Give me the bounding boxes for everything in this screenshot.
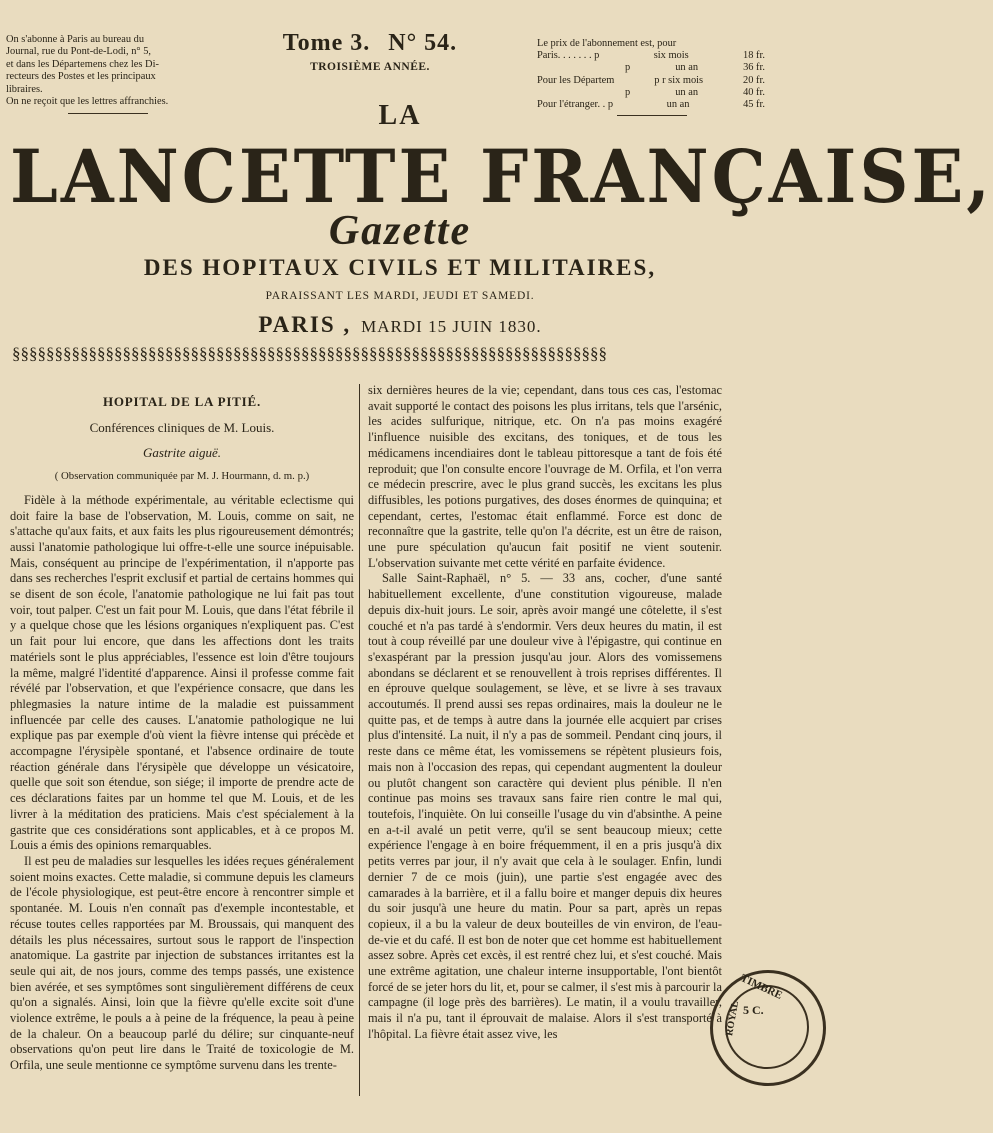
dateline <box>150 312 650 338</box>
year-label: TROISIÈME ANNÉE. <box>310 61 430 73</box>
issue-info <box>255 30 485 73</box>
subscription-line: Journal, rue du Pont-de-Lodi, n° 5, <box>6 46 151 58</box>
divider <box>68 113 148 114</box>
price-intro: Le prix de l'abonnement est, pour <box>537 38 677 49</box>
subscription-line: On ne reçoit que les lettres affranchies. <box>6 96 169 108</box>
article-title: Conférences cliniques de M. Louis. <box>89 419 275 435</box>
price-row: Pour les Départem p r six mois 20 fr. <box>537 74 765 86</box>
masthead-title: LANCETTE FRANÇAISE, <box>10 133 993 221</box>
subscription-prices <box>537 38 765 116</box>
price-row: p un an 40 fr. <box>625 86 765 98</box>
stamp-text: ROYAL <box>724 1000 742 1037</box>
city: PARIS , <box>258 312 352 337</box>
stamp-inner-ring <box>725 985 809 1069</box>
article-topic: Gastrite aiguë. <box>143 445 221 461</box>
paragraph: Fidèle à la méthode expérimentale, au véritable eclectisme qui doit faire la base de l'observation, M. Louis, comme on sait, ne s'attache qu'aux faits, et aux faits les plus rigoureusement démontrés; aussi l'anatomie pathologique lui offre-t-elle une source inépuisable. Mais, conséquent au principe de l'expérimentation, il n'apporte pas dans ses recherches l'esprit exclusif et partial de certains hommes qui se disent de son école, l'anatomie pathologique ne lui fait pas tout voir, tout palper. C'est un fait pour M. Louis, que dans l'état fébrile il y a quelque chose que les lésions organiques n'expliquent pas. C'est un fait pour lui encore, que dans les affections dont les traits matériels sont le plus appréciables, l'essence est loin d'être toujours la même, malgré l'identité d'apparence. Ainsi il professe comme fait révélé par l'observation, et que l'expérience consacre, que dans les phlegmasies la nature intime de la maladie est puissamment influencée par celle des causes. L'anatomie pathologique ne lui explique pas par exemple d'où vient la fièvre intense qui précède et accompagne l'érysipèle spontané, et l'absence ordinaire de toute réaction générale dans l'érysipèle que développe un vésicatoire, quelle que soit son étendue, son siége; il importe de prendre acte de ces déclarations faites par un homme tel que M. Louis, et de les livrer à la méditation des praticiens. Mais c'est spécialement à la gastrite que ces considérations sont applicables, et à ce propos M. Louis a émis des opinions remarquables. <box>10 492 354 853</box>
price-row: p un an 36 fr. <box>625 62 765 74</box>
column-divider <box>359 384 360 1096</box>
subscription-line: recteurs des Postes et les principaux <box>6 71 156 83</box>
title-article: LA <box>378 100 422 131</box>
subscription-line: libraires. <box>6 83 43 95</box>
article-column-left <box>10 390 354 1074</box>
stamp-text: 5 C. <box>743 1003 764 1017</box>
article-column-right <box>368 383 722 1043</box>
stamp-text: TIMBRE <box>738 972 785 1002</box>
ornamental-rule: §§§§§§§§§§§§§§§§§§§§§§§§§§§§§§§§§§§§§§§§§§§§§§§§§§§§§§§§§§§§§§§§§§§§§§ <box>12 344 607 363</box>
paragraph: six dernières heures de la vie; cependant, dans tous ces cas, l'estomac avait supporté le contact des poisons les plus irritans, tels que l'arsénic, les acides sulfurique, nitrique, etc. On n'a pas moins exagéré l'influence nuisible des excitans, des toniques, et de tous les médicamens incendiaires dont le tableau pittoresque a tant de fois été reproduit; que l'on consulte encore l'ouvrage de M. Orfila, et l'on verra ce médecin prescrire, avec le plus grand succès, les excitans les plus diffusibles, les potions purgatives, des doses énormes de quinquina; et cependant, certes, l'estomac était enflammé. Force est donc de reconnaître que la gastrite, telle qu'on l'a décrite, est un être de raison, une pure spéculation qu'aucun fait positif ne vient soutenir. L'observation suivante met cette vérité en parfaite évidence. <box>368 383 722 570</box>
issue-number: N° 54. <box>388 30 458 56</box>
masthead-subtitle: DES HOPITAUX CIVILS ET MILITAIRES, <box>143 255 657 280</box>
masthead-gazette: Gazette <box>328 208 472 254</box>
price-row: Paris. . . . . . . p six mois 18 fr. <box>537 50 765 62</box>
paragraph: Il est peu de maladies sur lesquelles les idées reçues généralement soient moins exactes. Cette maladie, si commune depuis les clameurs de l'école physiologique, est peut-être encore à rencontrer simple et spontanée. M. Louis n'en connaît pas d'exemple incontestable, et récuse toutes celles rapportées par M. Broussais, qui manquent des détails les plus nécessaires, surtout sous le rapport de l'inspection anatomique. La gastrite par injection de substances irritantes est la seule qui ait, de nos jours, comme des temps passés, une existence bien avérée, et ses symptômes sont singulièrement différens de ceux qu'on a signalés. Ainsi, loin que la fièvre qu'elle excite soit d'une violence extrême, le pouls a à peine de la fréquence, la peau à peine de la chaleur. On a beaucoup parlé du délire; sur cinquante-neuf observations qu'on peut lire dans le Traité de toxicologie de M. Orfila, une seule mentionne ce symptôme survenu dans les trente- <box>10 853 354 1073</box>
subscription-line: On s'abonne à Paris au bureau du <box>6 34 145 45</box>
section-heading: HOPITAL DE LA PITIÉ. <box>102 394 262 409</box>
observation-credit: ( Observation communiquée par M. J. Hourmann, d. m. p.) <box>54 470 310 483</box>
price-row: Pour l'étranger. . p un an 45 fr. <box>537 99 765 111</box>
subscription-line: et dans les Départemens chez les Di- <box>6 58 159 70</box>
publication-schedule: PARAISSANT LES MARDI, JEUDI ET SAMEDI. <box>265 290 535 302</box>
divider <box>617 115 687 116</box>
volume-number <box>255 30 485 57</box>
tax-stamp <box>710 970 826 1086</box>
subscription-info-left <box>6 34 210 114</box>
issue-date: MARDI 15 JUIN 1830. <box>361 317 542 336</box>
paragraph: Salle Saint-Raphaël, n° 5. — 33 ans, cocher, d'une santé habituellement excellente, d'une constitution vigoureuse, malade depuis dix-huit jours. Le soir, après avoir mangé une côtelette, il s'est couché et n'a pas tardé à s'endormir. Vers deux heures du matin, il est tout à coup réveillé par une douleur vive à l'épigastre, qui continue en s'exaspérant par la pression jusqu'au jour. Alors des vomissemens abondans se déclarent et se renouvellent à trois reprises différentes. Il en éprouve quelque soulagement, se lève, et se livre à ses travaux accoutumés. Il prend aussi ses repas ordinaires, mais la douleur ne le quitte pas, et de temps à autre dans la journée elle acquiert par crises plus d'intensité. La nuit, il n'y a pas de sommeil. Pendant cinq jours, il reste dans ce même état, les vomissemens se répètent plusieurs fois, mais non à l'occasion des repas, qui cependant augmentent la douleur ou plutôt changent son caractère qui devient plus pénible. Il n'en continue pas moins ses travaux sans faire rien contre le mal qui, toutefois, l'inquiète. On lui conseille l'usage du vin d'absinthe. A peine en a-t-il avalé un petit verre, qu'il se sent beaucoup mieux; cette expérience l'engage à en boire fréquemment, il en a pris jusqu'à dix petits verres par jour, il n'y avait que cela à le soulager. Enfin, lundi dernier 7 de ce mois (juin), une partie s'est engagée avec des camarades à la barrière, et il a fallu boire et manger depuis dix heures du soir jusqu'à une heure du matin. Pour sa part, après un repas copieux, il a bu la valeur de deux bouteilles de vin environ, de l'eau-de-vie et du café. Il est bon de noter que cet homme est habituellement assez sobre. Après cet excès, il est rentré chez lui, et s'est couché. Mais une extrême agitation, une chaleur interne insupportable, l'ont bientôt forcé de se jeter hors du lit, et, pour se calmer, il s'est mis à parcourir la campagne (il loge près des barrières). Le matin, il a voulu travailler, mais il n'a pu, tant il éprouvait de malaise. Alors il s'est transporté à l'hôpital. La fièvre était assez vive, les <box>368 571 722 1041</box>
tome-label: Tome 3. <box>282 30 371 56</box>
